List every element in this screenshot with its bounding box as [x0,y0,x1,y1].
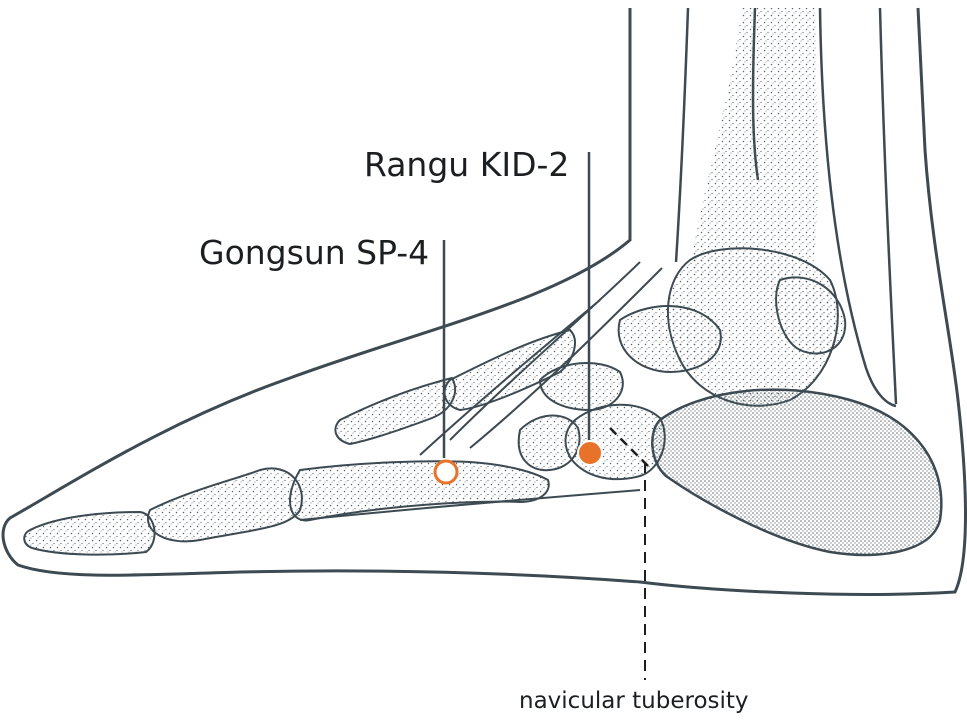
rangu-point [578,441,602,465]
rangu-kid2-label: Rangu KID-2 [364,145,570,184]
first-metatarsal [290,461,549,520]
distal-phalanx [24,512,154,555]
gongsun-point [435,461,457,483]
proximal-phalanx [148,468,302,541]
calcaneus [652,390,941,555]
tibia-shading [690,8,818,284]
navicular-tuberosity-label: navicular tuberosity [519,688,749,714]
gongsun-sp4-label: Gongsun SP-4 [199,233,430,272]
